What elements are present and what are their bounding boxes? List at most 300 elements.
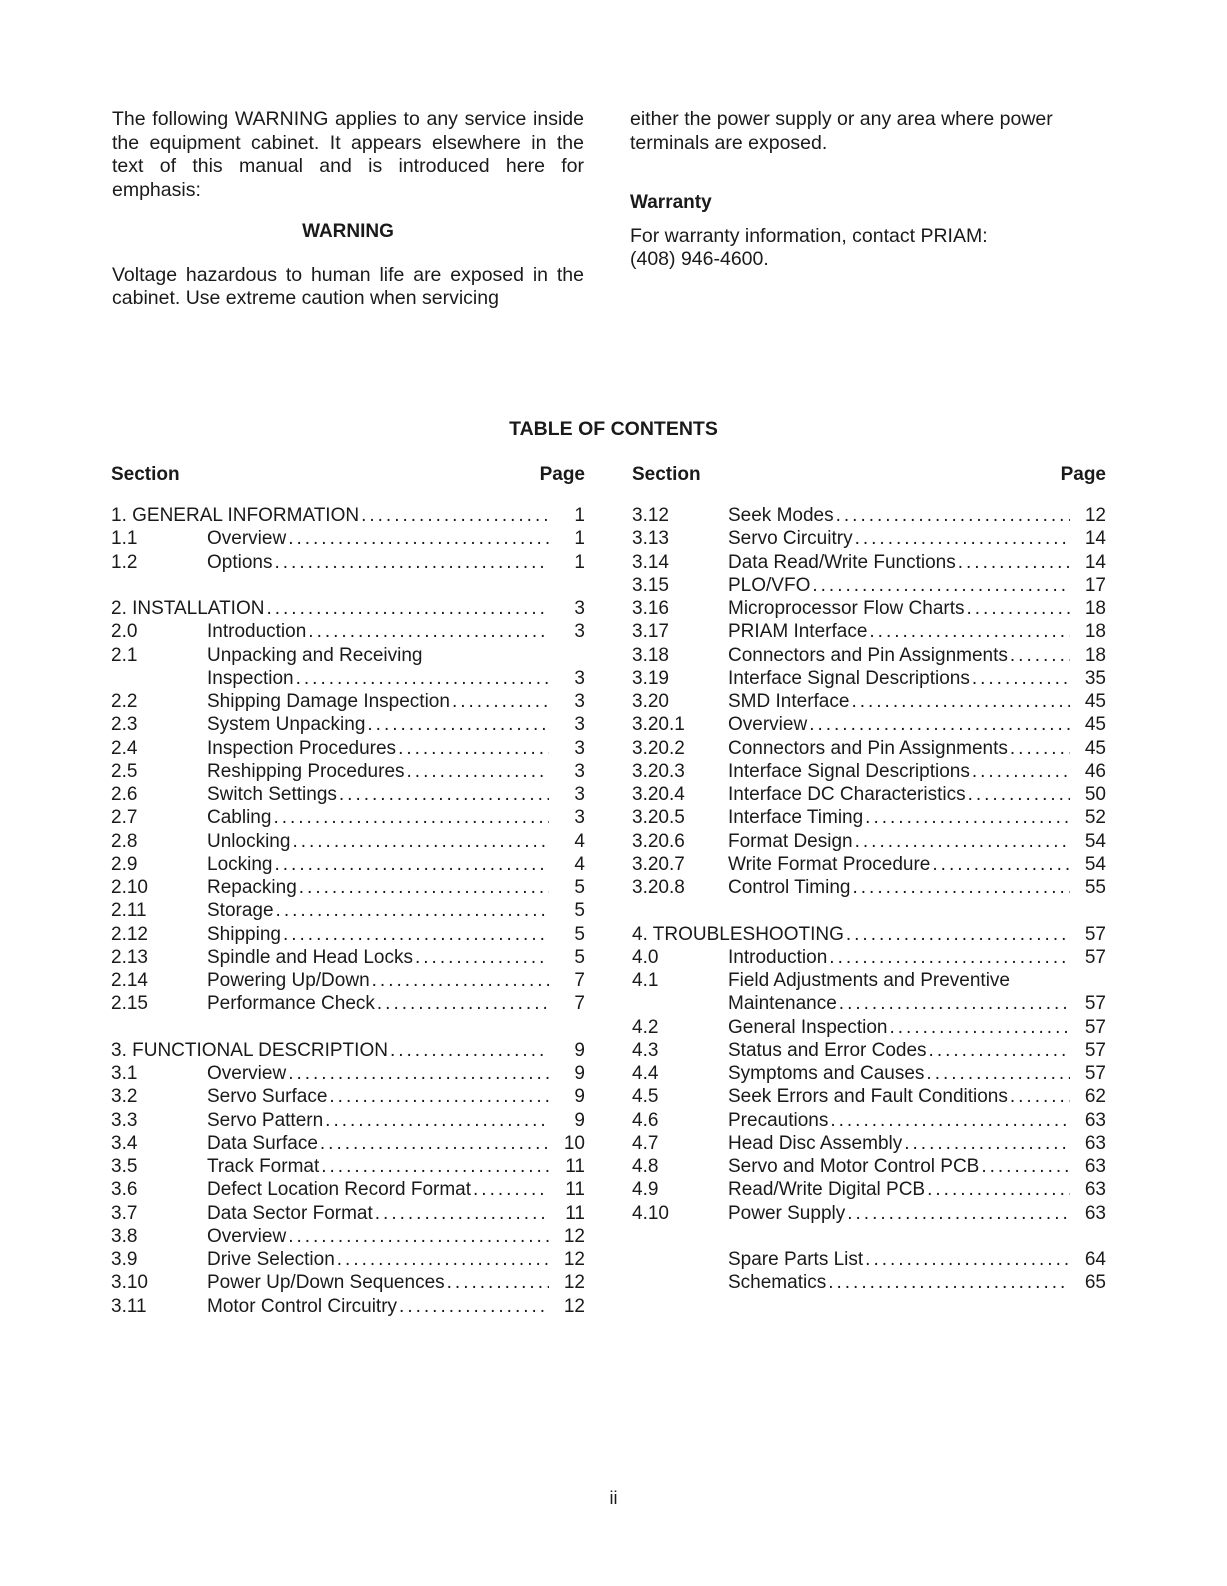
toc-entry-title-wrap: [728, 806, 1070, 829]
toc-entry-title: Connectors and Pin Assignments: [728, 644, 1008, 666]
toc-entry-page: 50: [1084, 784, 1106, 805]
toc-entry: [632, 1109, 1106, 1132]
warning-text: Voltage hazardous to human life are exposed in the cabinet. Use extreme caution when servicing: [112, 263, 584, 309]
toc-entry-number: 1.2: [111, 551, 138, 573]
toc-entry-number: 4.6: [632, 1109, 659, 1131]
dot-leader: [828, 1109, 1070, 1132]
toc-entry: [111, 760, 585, 783]
toc-entry-title: Shipping Damage Inspection: [207, 691, 450, 712]
toc-entry-number: [632, 1248, 728, 1271]
toc-entry-number: 2.1: [111, 644, 138, 666]
toc-entry-number: [632, 1271, 728, 1294]
toc-entry-page: 55: [1084, 877, 1106, 898]
toc-entry-page: 57: [1084, 946, 1106, 968]
toc-entry-title-wrap: [728, 946, 1070, 969]
toc-entry-number: 4.0: [632, 946, 659, 968]
dot-leader: [965, 597, 1071, 620]
warning-continuation: either the power supply or any area where power terminals are exposed.: [630, 108, 1053, 154]
toc-entry-title-wrap: [207, 1271, 549, 1294]
table-of-contents: [111, 464, 1106, 1318]
toc-entry-page: 3: [574, 667, 585, 689]
toc-entry-page: 14: [1084, 528, 1106, 550]
toc-entry-heading: 1. GENERAL INFORMATION: [111, 505, 360, 526]
toc-entry-page: 9: [574, 1039, 585, 1061]
toc-entry-page: [549, 644, 585, 667]
toc-entry-page: 12: [563, 1272, 585, 1294]
toc-entry: [111, 1202, 585, 1225]
toc-entry-page: 63: [1084, 1109, 1106, 1131]
toc-entry-title-wrap: [207, 1085, 549, 1108]
toc-entry-page: 18: [1084, 598, 1106, 619]
toc-entry: [632, 946, 1106, 969]
toc-entry: [632, 644, 1106, 667]
toc-entry-page: 9: [574, 1086, 585, 1108]
toc-entry-title-wrap: [207, 1132, 549, 1155]
dot-leader: [323, 1109, 549, 1132]
toc-entry-title-wrap: [728, 737, 1070, 760]
toc-entry-page: 12: [563, 1249, 585, 1270]
toc-entry-title: General Inspection: [728, 1016, 888, 1038]
toc-entry: [632, 1039, 1106, 1062]
toc-entry-page: 3: [574, 737, 585, 759]
toc-entry-number: 3.20: [632, 691, 669, 712]
toc-entry: [111, 713, 585, 736]
dot-leader: [272, 551, 549, 574]
toc-entry: [111, 1225, 585, 1248]
toc-entry: [632, 1016, 1106, 1039]
toc-entry-title: Servo Pattern: [207, 1109, 324, 1131]
toc-entry-title-wrap: [728, 574, 1070, 597]
toc-entry-title: Locking: [207, 853, 273, 875]
dot-leader: [888, 1016, 1071, 1039]
toc-entry-title-wrap: [728, 760, 1070, 783]
toc-entry-heading: 2. INSTALLATION: [111, 598, 265, 619]
toc-entry: [632, 923, 1106, 946]
toc-entry: [632, 690, 1106, 713]
dot-leader: [902, 1132, 1070, 1155]
toc-entry-page: 57: [1084, 993, 1106, 1015]
toc-entry-page: 63: [1084, 1132, 1106, 1154]
toc-header: [632, 464, 1106, 504]
toc-entry-title: Head Disc Assembly: [728, 1132, 903, 1154]
toc-entry: [111, 992, 585, 1015]
toc-entry-title-wrap: [207, 737, 549, 760]
toc-header: [111, 464, 585, 504]
dot-leader: [979, 1155, 1070, 1178]
dot-leader: [306, 620, 549, 643]
toc-entry-number: 2.5: [111, 760, 138, 782]
toc-entry-title: Maintenance: [728, 993, 837, 1015]
dot-leader: [318, 1132, 549, 1155]
toc-entry-title-wrap: [728, 713, 1070, 736]
toc-entry-title-wrap: [632, 923, 1070, 946]
toc-entry-number: 4.8: [632, 1156, 659, 1177]
toc-entry-title: Reshipping Procedures: [207, 760, 405, 782]
toc-entry-title: Interface DC Characteristics: [728, 784, 966, 805]
toc-entry-title-wrap: [728, 969, 1070, 992]
intro-right-column: [630, 108, 1102, 311]
toc-entry-title: Status and Error Codes: [728, 1039, 927, 1061]
dot-leader: [450, 690, 549, 713]
toc-entry: [111, 551, 585, 574]
toc-entry-page: 3: [574, 760, 585, 782]
dot-leader: [863, 806, 1070, 829]
dot-leader: [397, 1295, 549, 1318]
toc-entry-page: 1: [574, 505, 585, 526]
toc-entry-title-wrap: [728, 853, 1070, 876]
toc-entry-number: 3.1: [111, 1063, 138, 1084]
toc-entry-number: 3.9: [111, 1249, 138, 1270]
dot-leader: [286, 1225, 549, 1248]
toc-entry-number: 3.14: [632, 551, 669, 573]
toc-entry-number: 2.9: [111, 853, 138, 875]
toc-entry-page: 10: [563, 1132, 585, 1154]
toc-entry-number: 3.20.1: [632, 714, 685, 736]
toc-entry-title: PLO/VFO: [728, 574, 811, 596]
toc-entry-title: Schematics: [728, 1272, 827, 1294]
toc-entry-title: Performance Check: [207, 993, 375, 1015]
dot-leader: [834, 504, 1070, 527]
toc-entry-page: 45: [1084, 737, 1106, 759]
toc-entry-title: Storage: [207, 900, 274, 922]
toc-entry-title-wrap: [207, 760, 549, 783]
toc-entry-title: Track Format: [207, 1156, 320, 1177]
dot-leader: [365, 713, 549, 736]
toc-entry: [632, 1202, 1106, 1225]
toc-entry: [632, 1132, 1106, 1155]
toc-entry-page: 18: [1084, 644, 1106, 666]
toc-entry-title-wrap: [207, 876, 549, 899]
toc-entry: [632, 1248, 1106, 1271]
toc-entry-page: 4: [574, 853, 585, 875]
section-header: Section: [111, 464, 180, 485]
toc-entry: [632, 574, 1106, 597]
toc-entry-title: Overview: [207, 1225, 287, 1247]
toc-entry-title: PRIAM Interface: [728, 621, 868, 643]
dot-leader: [970, 667, 1070, 690]
toc-entry: [111, 853, 585, 876]
toc-entry: [111, 644, 585, 667]
toc-entry-title: Field Adjustments and Preventive: [728, 970, 1010, 991]
toc-entry-title-wrap: [728, 1085, 1070, 1108]
toc-entry-number: 2.3: [111, 714, 138, 736]
toc-entry-number: 2.14: [111, 970, 148, 991]
toc-entry-title: Power Up/Down Sequences: [207, 1272, 445, 1294]
toc-entry-page: 5: [574, 877, 585, 898]
toc-entry-page: 3: [574, 784, 585, 805]
toc-entry: [111, 1248, 585, 1271]
toc-entry: [111, 923, 585, 946]
toc-entry-title-wrap: [111, 504, 549, 527]
toc-entry: [111, 876, 585, 899]
toc-entry-number: 2.2: [111, 691, 138, 712]
toc-entry-number: 4.10: [632, 1202, 669, 1224]
toc-entry-title-wrap: [207, 992, 549, 1015]
toc-entry: [632, 806, 1106, 829]
toc-entry-title: Control Timing: [728, 877, 851, 898]
toc-entry-number: 3.20.6: [632, 830, 685, 852]
dot-leader: [396, 737, 549, 760]
toc-entry-title: Defect Location Record Format: [207, 1179, 472, 1201]
toc-entry-number: 3.15: [632, 574, 669, 596]
toc-entry-page: 45: [1084, 691, 1106, 712]
toc-entry-page: 12: [563, 1225, 585, 1247]
dot-leader: [388, 1039, 549, 1062]
toc-entry-title-wrap: [728, 551, 1070, 574]
toc-entry-page: 5: [574, 946, 585, 968]
toc-entry: [111, 1155, 585, 1178]
toc-entry: [632, 760, 1106, 783]
toc-entry: [632, 620, 1106, 643]
toc-entry-title: Overview: [207, 1063, 287, 1084]
dot-leader: [867, 620, 1070, 643]
toc-entry: [111, 1178, 585, 1201]
toc-entry-title-wrap: [111, 597, 549, 620]
toc-entry-title-wrap: [728, 597, 1070, 620]
toc-entry-title: Shipping: [207, 923, 281, 945]
toc-entry-title-wrap: [207, 806, 549, 829]
toc-entry-title-wrap: [728, 527, 1070, 550]
dot-leader: [851, 876, 1071, 899]
toc-entry-title-wrap: [728, 1155, 1070, 1178]
toc-entry-number: 2.10: [111, 877, 148, 898]
toc-entry-title-wrap: [728, 830, 1070, 853]
toc-entry: [111, 899, 585, 922]
toc-entry-title: Unpacking and Receiving: [207, 644, 423, 666]
toc-entry-title: Format Design: [728, 830, 853, 852]
toc-entry-title-wrap: [728, 1109, 1070, 1132]
toc-entry-number: 3.7: [111, 1202, 138, 1224]
toc-entry-title: Read/Write Digital PCB: [728, 1179, 926, 1201]
toc-right-column: [632, 464, 1106, 1318]
toc-entry-title-wrap: [207, 667, 549, 690]
toc-entry-title-wrap: [207, 946, 549, 969]
toc-entry: [632, 1271, 1106, 1294]
warranty-phone: (408) 946-4600.: [630, 248, 769, 270]
toc-entry-title: Spare Parts List: [728, 1249, 864, 1270]
toc-entry: [632, 853, 1106, 876]
toc-entry-title-wrap: [728, 690, 1070, 713]
dot-leader: [1008, 737, 1070, 760]
toc-entry-number: 2.6: [111, 784, 138, 805]
toc-entry: [111, 830, 585, 853]
dot-leader: [286, 1062, 549, 1085]
toc-entry-page: 5: [574, 923, 585, 945]
toc-entry-number: 4.5: [632, 1086, 659, 1108]
toc-entry-title: Microprocessor Flow Charts: [728, 598, 965, 619]
toc-entry-title: Inspection: [207, 667, 294, 689]
dot-leader: [844, 923, 1070, 946]
toc-entry-page: [1070, 969, 1106, 992]
toc-entry-title: Spindle and Head Locks: [207, 946, 413, 968]
toc-entry-number: 3.8: [111, 1225, 138, 1247]
dot-leader: [970, 760, 1070, 783]
intro-left-column: [112, 108, 584, 311]
toc-entry-title-wrap: [728, 667, 1070, 690]
dot-leader: [1008, 644, 1070, 667]
toc-entry-title: Seek Errors and Fault Conditions: [728, 1086, 1008, 1108]
toc-entry: [632, 992, 1106, 1015]
dot-leader: [405, 760, 549, 783]
section-header: Section: [632, 464, 701, 485]
toc-entry: [632, 737, 1106, 760]
toc-entry-number: 2.8: [111, 830, 138, 852]
toc-entry-title: Power Supply: [728, 1202, 846, 1224]
dot-leader: [956, 551, 1070, 574]
toc-entry-number: [111, 667, 207, 690]
toc-entry-title: Interface Timing: [728, 807, 864, 829]
toc-entry-page: 3: [574, 714, 585, 736]
toc-entry: [632, 1155, 1106, 1178]
toc-entry-title: SMD Interface: [728, 691, 850, 712]
toc-entry-page: 63: [1084, 1202, 1106, 1224]
dot-leader: [863, 1248, 1070, 1271]
toc-entry-title-wrap: [207, 969, 549, 992]
toc-entry-title-wrap: [207, 551, 549, 574]
toc-entry-title-wrap: [728, 1271, 1070, 1294]
toc-entry: [111, 1109, 585, 1132]
toc-entry-title-wrap: [207, 853, 549, 876]
toc-entry-number: 2.4: [111, 737, 138, 759]
toc-entry-page: 57: [1084, 1039, 1106, 1061]
toc-entry-number: 3.19: [632, 667, 669, 689]
toc-entry-page: 5: [574, 900, 585, 922]
toc-entry-page: 57: [1084, 1063, 1106, 1084]
toc-entry: [632, 876, 1106, 899]
toc-entry-page: 18: [1084, 621, 1106, 643]
toc-entry-number: 3.20.7: [632, 853, 685, 875]
toc-entry: [632, 969, 1106, 992]
dot-leader: [271, 806, 549, 829]
dot-leader: [413, 946, 549, 969]
dot-leader: [849, 690, 1070, 713]
toc-entry-title: Data Surface: [207, 1132, 318, 1154]
toc-entry-number: 3.10: [111, 1272, 148, 1294]
toc-entry: [632, 597, 1106, 620]
toc-entry: [632, 783, 1106, 806]
dot-leader: [445, 1271, 549, 1294]
toc-entry: [111, 1295, 585, 1318]
toc-entry: [111, 1132, 585, 1155]
toc-entry-title-wrap: [111, 1039, 549, 1062]
toc-entry-page: 57: [1084, 1016, 1106, 1038]
page-header: Page: [1060, 464, 1106, 485]
toc-entry-number: 3.20.2: [632, 737, 685, 759]
toc-entry-title: Options: [207, 551, 273, 573]
toc-entry-page: 7: [574, 970, 585, 991]
dot-leader: [290, 830, 549, 853]
toc-entry-page: 7: [574, 993, 585, 1015]
toc-entry-number: 3.13: [632, 528, 669, 550]
dot-leader: [297, 876, 549, 899]
toc-entry-number: 4.4: [632, 1063, 659, 1084]
warning-heading: WARNING: [302, 221, 394, 242]
toc-entry: [632, 551, 1106, 574]
dot-leader: [286, 527, 549, 550]
dot-leader: [930, 853, 1070, 876]
toc-entry-title: Inspection Procedures: [207, 737, 397, 759]
toc-entry-page: 64: [1084, 1249, 1106, 1270]
toc-entry-title: Switch Settings: [207, 784, 337, 805]
toc-entry-title: Cabling: [207, 807, 272, 829]
toc-entry: [111, 1271, 585, 1294]
toc-entry-title: Data Sector Format: [207, 1202, 373, 1224]
toc-entry-number: 4.9: [632, 1179, 659, 1201]
toc-entry-page: 4: [574, 830, 585, 852]
toc-entry: [111, 783, 585, 806]
toc-entry-title: Seek Modes: [728, 505, 834, 526]
toc-entry-title: Repacking: [207, 877, 297, 898]
dot-leader: [294, 667, 549, 690]
toc-entry-number: 3.20.8: [632, 877, 685, 898]
toc-entry-page: 62: [1084, 1086, 1106, 1108]
toc-entry-title: Introduction: [728, 946, 828, 968]
dot-leader: [826, 1271, 1070, 1294]
toc-entry-number: 3.20.5: [632, 807, 685, 829]
toc-entry-page: 46: [1084, 760, 1106, 782]
toc-entry-title-wrap: [207, 1178, 549, 1201]
toc-entry-title-wrap: [728, 620, 1070, 643]
dot-leader: [845, 1202, 1070, 1225]
dot-leader: [274, 899, 549, 922]
warranty-heading: Warranty: [630, 192, 712, 213]
toc-entry: [111, 620, 585, 643]
toc-entry-number: 2.12: [111, 923, 148, 945]
toc-entry-page: 9: [574, 1109, 585, 1131]
toc-entry: [632, 1085, 1106, 1108]
toc-entry-page: 52: [1084, 807, 1106, 829]
dot-leader: [359, 504, 549, 527]
toc-title: TABLE OF CONTENTS: [509, 418, 718, 440]
dot-leader: [373, 1202, 549, 1225]
dot-leader: [471, 1178, 549, 1201]
toc-entry-title-wrap: [207, 620, 549, 643]
dot-leader: [924, 1062, 1070, 1085]
dot-leader: [319, 1155, 549, 1178]
toc-entry-title: Precautions: [728, 1109, 829, 1131]
toc-entry-title: Servo Surface: [207, 1086, 328, 1108]
toc-entry-title-wrap: [207, 1295, 549, 1318]
toc-entry-number: 3.5: [111, 1156, 138, 1177]
toc-entry-number: 4.3: [632, 1039, 659, 1061]
toc-entry-page: 3: [574, 807, 585, 829]
dot-leader: [837, 992, 1070, 1015]
toc-entry-title: Data Read/Write Functions: [728, 551, 956, 573]
toc-entry: [632, 1178, 1106, 1201]
toc-entry-number: 3.11: [111, 1295, 147, 1317]
toc-entry-page: 65: [1084, 1272, 1106, 1294]
toc-entry-title-wrap: [207, 644, 549, 667]
toc-entry-title-wrap: [207, 923, 549, 946]
warning-intro-paragraph: The following WARNING applies to any service inside the equipment cabinet. It appears elsewhere in the text of this manual and is introduced here for emphasis:: [112, 108, 584, 201]
toc-entry-page: 14: [1084, 551, 1106, 573]
toc-entry-title-wrap: [728, 992, 1070, 1015]
toc-entry-page: 54: [1084, 853, 1106, 875]
dot-leader: [966, 783, 1070, 806]
dot-leader: [853, 830, 1070, 853]
toc-entry-number: 1.1: [111, 528, 138, 550]
toc-entry-title: Connectors and Pin Assignments: [728, 737, 1008, 759]
toc-entry-number: 2.0: [111, 621, 138, 643]
warranty-text: For warranty information, contact PRIAM:: [630, 224, 988, 247]
dot-leader: [375, 992, 549, 1015]
toc-entry-title-wrap: [207, 1202, 549, 1225]
toc-entry-page: 9: [574, 1063, 585, 1084]
toc-entry-title: System Unpacking: [207, 714, 366, 736]
dot-leader: [273, 853, 550, 876]
page-number: ii: [609, 1488, 618, 1508]
toc-entry-title: Introduction: [207, 621, 307, 643]
